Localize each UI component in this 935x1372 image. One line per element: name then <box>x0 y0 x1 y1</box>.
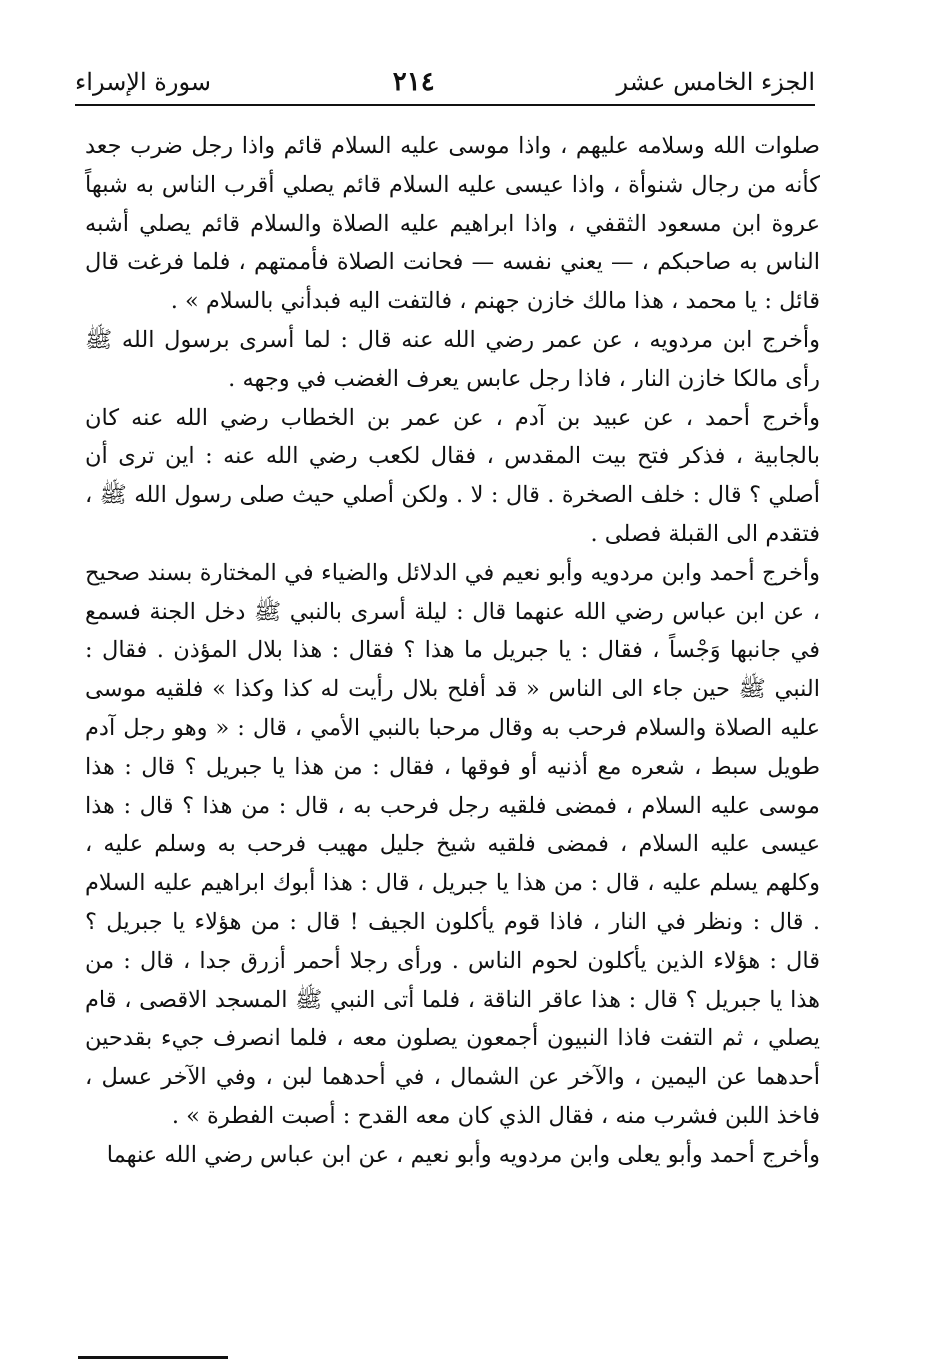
footnote-divider <box>78 1356 228 1359</box>
header-part-label: الجزء الخامس عشر <box>616 68 815 96</box>
paragraph-4: وأخرج أحمد وابن مردويه وأبو نعيم في الدلائل والضياء في المختارة بسند صحيح ، عن ابن عباس رضي الله عنهما قال : ليلة أسرى بالنبي ﷺ دخل الجنة فسمع في جانبها وَجْساً ، فقال : يا جبريل ما هذا ؟ فقال : هذا بلال المؤذن . فقال : النبي ﷺ حين جاء الى الناس « قد أفلح بلال رأيت له كذا وكذا » فلقيه موسى عليه الصلاة والسلام فرحب به وقال مرحبا بالنبي الأمي ، قال : « وهو رجل آدم طويل سبط ، شعره مع أذنيه أو فوقها ، فقال : من هذا يا جبريل ؟ قال : هذا موسى عليه السلام ، فمضى فلقيه رجل فرحب به ، قال : من هذا ؟ قال : هذا عيسى عليه السلام ، فمضى فلقيه شيخ جليل مهيب فرحب به وسلم عليه ، وكلهم يسلم عليه ، قال : من هذا يا جبريل ، قال : هذا أبوك ابراهيم عليه السلام . قال : ونظر في النار ، فاذا قوم يأكلون الجيف ! قال : من هؤلاء يا جبريل ؟ قال : هؤلاء الذين يأكلون لحوم الناس . ورأى رجلا أحمر أزرق جدا ، قال : من هذا يا جبريل ؟ قال : هذا عاقر الناقة ، فلما أتى النبي ﷺ المسجد الاقصى ، قام يصلي ، ثم التفت فاذا النبيون أجمعون يصلون معه ، فلما انصرف جيء بقدحين أحدهما عن اليمين ، والآخر عن الشمال ، في أحدهما لبن ، وفي الآخر عسل ، فاخذ اللبن فشرب منه ، فقال الذي كان معه القدح : أصبت الفطرة » . <box>85 559 820 1129</box>
paragraph-5: وأخرج أحمد وأبو يعلى وابن مردويه وأبو نعيم ، عن ابن عباس رضي الله عنهما <box>106 1141 820 1168</box>
header-surah-label: سورة الإسراء <box>75 68 211 96</box>
paragraph-3: وأخرج أحمد ، عن عبيد بن آدم ، عن عمر بن الخطاب رضي الله عنه كان بالجابية ، فذكر فتح بيت المقدس ، فقال لكعب رضي الله عنه : اين ترى أن أصلي ؟ قال : خلف الصخرة . قال : لا . ولكن أصلي حيث صلى رسول الله ﷺ ، فتقدم الى القبلة فصلى . <box>85 404 820 547</box>
running-header <box>75 60 815 106</box>
paragraph-2: وأخرج ابن مردويه ، عن عمر رضي الله عنه قال : لما أسرى برسول الله ﷺ رأى مالكا خازن النار ، فاذا رجل عابس يعرف الغضب في وجهه . <box>85 326 820 392</box>
page-body <box>85 127 820 1175</box>
page-number: ٢١٤ <box>392 67 435 97</box>
paragraph-1: صلوات الله وسلامه عليهم ، واذا موسى عليه السلام قائم واذا رجل ضرب جعد كأنه من رجال شنوأة ، واذا عيسى عليه السلام قائم يصلي أقرب الناس به شبهاً عروة ابن مسعود الثقفي ، واذا ابراهيم عليه الصلاة والسلام قائم يصلي أشبه الناس به صاحبكم ، — يعني نفسه — فحانت الصلاة فأممتهم ، فلما فرغت قال قائل : يا محمد ، هذا مالك خازن جهنم ، فالتفت اليه فبدأني بالسلام » . <box>85 133 820 315</box>
